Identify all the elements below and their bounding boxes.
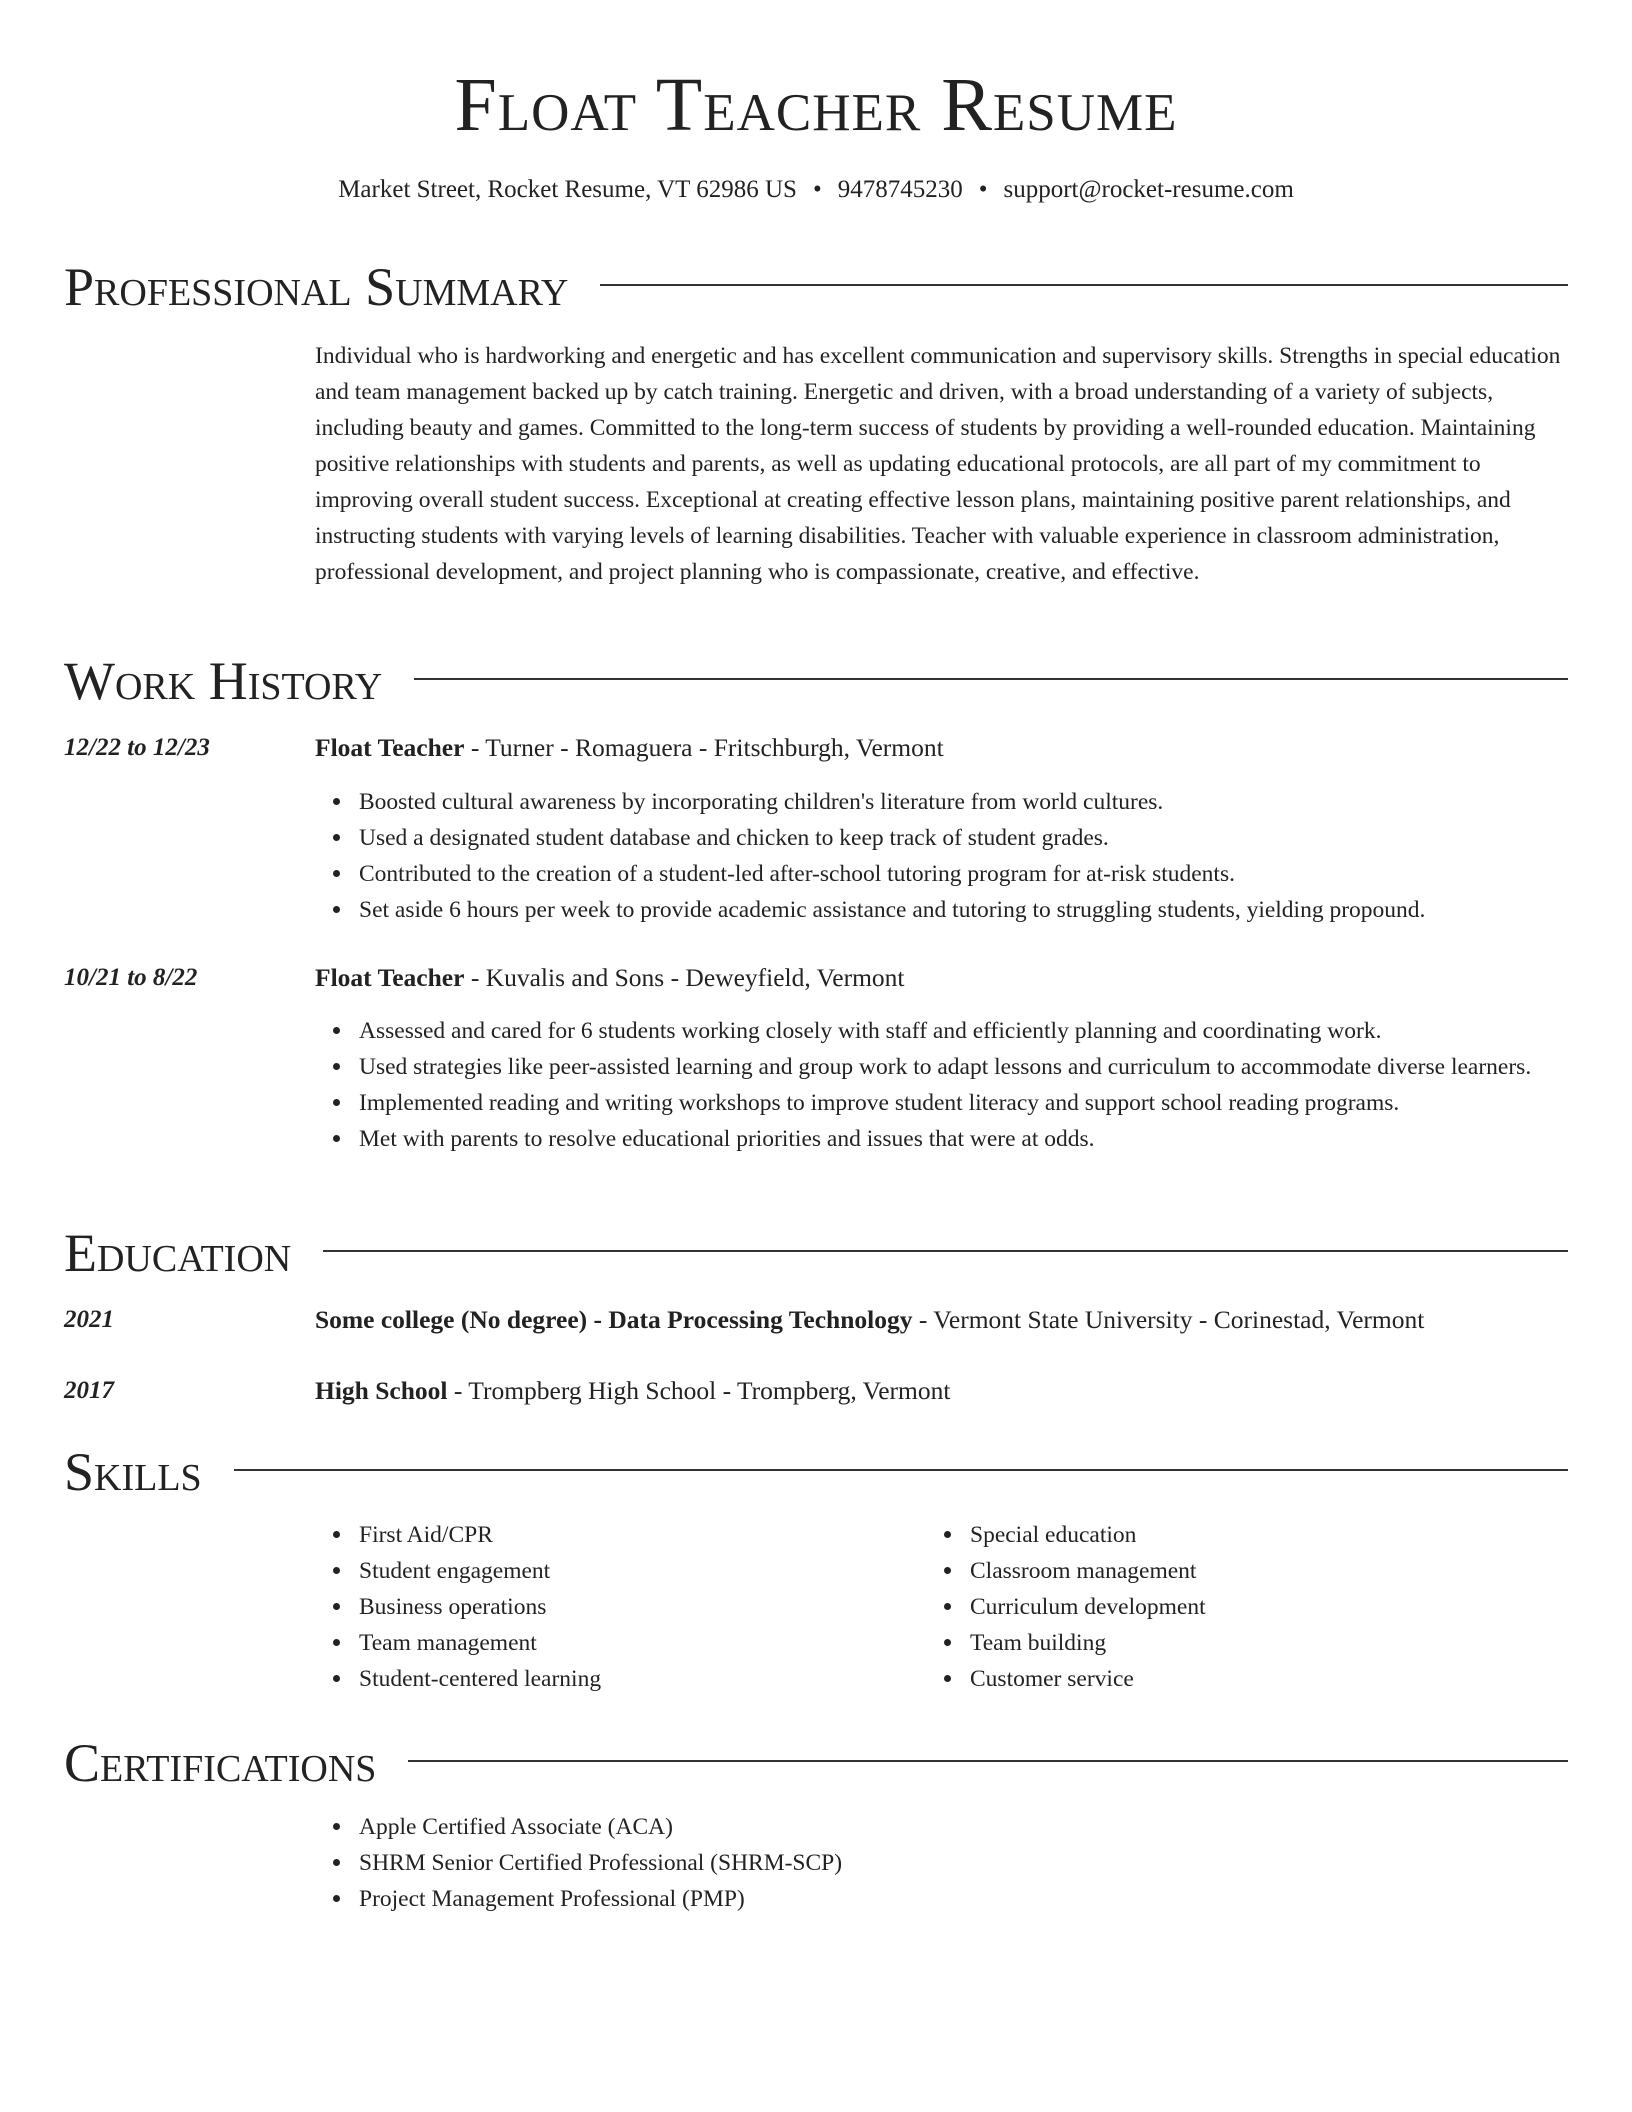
job-bullets (315, 1013, 1614, 1157)
skills-list-right (926, 1517, 1632, 1697)
skill-item: Curriculum development (970, 1589, 1632, 1625)
contact-email[interactable]: support@rocket-resume.com (1003, 176, 1294, 203)
education-details: - Trompberg High School - Trompberg, Vermont (447, 1376, 951, 1405)
job-bullet: Used strategies like peer-assisted learning and group work to adapt lessons and curriculum to accommodate diverse learners. (359, 1049, 1614, 1085)
skill-item: Team management (359, 1625, 1614, 1661)
job-details: - Kuvalis and Sons - Deweyfield, Vermont (464, 963, 905, 992)
section-title-summary: Professional Summary (64, 257, 569, 317)
job-bullet: Assessed and cared for 6 students working closely with staff and efficiently planning and coordinating work. (359, 1013, 1614, 1049)
skill-item: First Aid/CPR (359, 1517, 1614, 1553)
section-divider (323, 1250, 1568, 1252)
education-year: 2021 (64, 1306, 114, 1333)
job-bullet: Used a designated student database and chicken to keep track of student grades. (359, 820, 1614, 856)
skill-item: Customer service (970, 1661, 1632, 1697)
section-divider (414, 678, 1568, 680)
section-divider (234, 1469, 1568, 1471)
section-header-summary (64, 252, 1568, 322)
skill-item: Business operations (359, 1589, 1614, 1625)
contact-line (0, 174, 1632, 206)
contact-separator: • (812, 176, 822, 203)
section-header-certifications (64, 1728, 1568, 1798)
skill-item: Team building (970, 1625, 1632, 1661)
job-title: Float Teacher (315, 963, 465, 992)
skill-item: Special education (970, 1517, 1632, 1553)
job-dates: 10/21 to 8/22 (64, 964, 198, 991)
contact-phone: 9478745230 (837, 176, 963, 203)
job-heading (315, 730, 1568, 766)
education-year: 2017 (64, 1377, 114, 1404)
education-details: - Vermont State University - Corinestad, Vermont (912, 1305, 1425, 1334)
job-heading (315, 960, 1568, 996)
job-bullets (315, 784, 1614, 928)
section-title-work: Work History (64, 651, 383, 711)
job-bullet: Met with parents to resolve educational priorities and issues that were at odds. (359, 1121, 1614, 1157)
skill-item: Classroom management (970, 1553, 1632, 1589)
job-dates: 12/22 to 12/23 (64, 734, 210, 761)
education-entry (315, 1373, 1568, 1409)
skill-item: Student-centered learning (359, 1661, 1614, 1697)
resume-title: Float Teacher Resume (454, 63, 1178, 147)
job-bullet: Implemented reading and writing workshops to improve student literacy and support school reading programs. (359, 1085, 1614, 1121)
job-bullet: Boosted cultural awareness by incorporating children's literature from world cultures. (359, 784, 1614, 820)
section-title-education: Education (64, 1223, 292, 1283)
certification-item: SHRM Senior Certified Professional (SHRM-SCP) (359, 1845, 1614, 1881)
section-header-work (64, 646, 1568, 716)
section-title-skills: Skills (64, 1442, 202, 1502)
contact-separator: • (978, 176, 988, 203)
section-header-education (64, 1218, 1568, 1288)
certification-item: Apple Certified Associate (ACA) (359, 1809, 1614, 1845)
certification-item: Project Management Professional (PMP) (359, 1881, 1614, 1917)
section-divider (408, 1760, 1568, 1762)
education-degree: High School (315, 1376, 448, 1405)
job-title: Float Teacher (315, 733, 465, 762)
section-divider (600, 284, 1568, 286)
certifications-list (315, 1809, 1614, 1917)
summary-text: Individual who is hardworking and energetic and has excellent communication and supervisory skills. Strengths in special education and team management backed up by catch training. Energetic and driven, with a broad understanding of a variety of subjects, including beauty and games. Committed to the long-term success of students by providing a well-rounded education. Maintaining positive relationships with students and parents, as well as updating educational protocols, are all part of my commitment to improving overall student success. Exceptional at creating effective lesson plans, maintaining positive parent relationships, and instructing students with varying levels of learning disabilities. Teacher with valuable experience in classroom administration, professional development, and project planning who is compassionate, creative, and effective. (315, 343, 1561, 585)
education-entry (315, 1302, 1568, 1338)
education-degree: Some college (No degree) - Data Processing Technology (315, 1305, 913, 1334)
job-details: - Turner - Romaguera - Fritschburgh, Vermont (464, 733, 944, 762)
job-bullet: Set aside 6 hours per week to provide academic assistance and tutoring to struggling students, yielding propound. (359, 892, 1614, 928)
skill-item: Student engagement (359, 1553, 1614, 1589)
section-title-certifications: Certifications (64, 1733, 377, 1793)
job-bullet: Contributed to the creation of a student-led after-school tutoring program for at-risk students. (359, 856, 1614, 892)
contact-address: Market Street, Rocket Resume, VT 62986 US (338, 176, 797, 203)
section-header-skills (64, 1437, 1568, 1507)
